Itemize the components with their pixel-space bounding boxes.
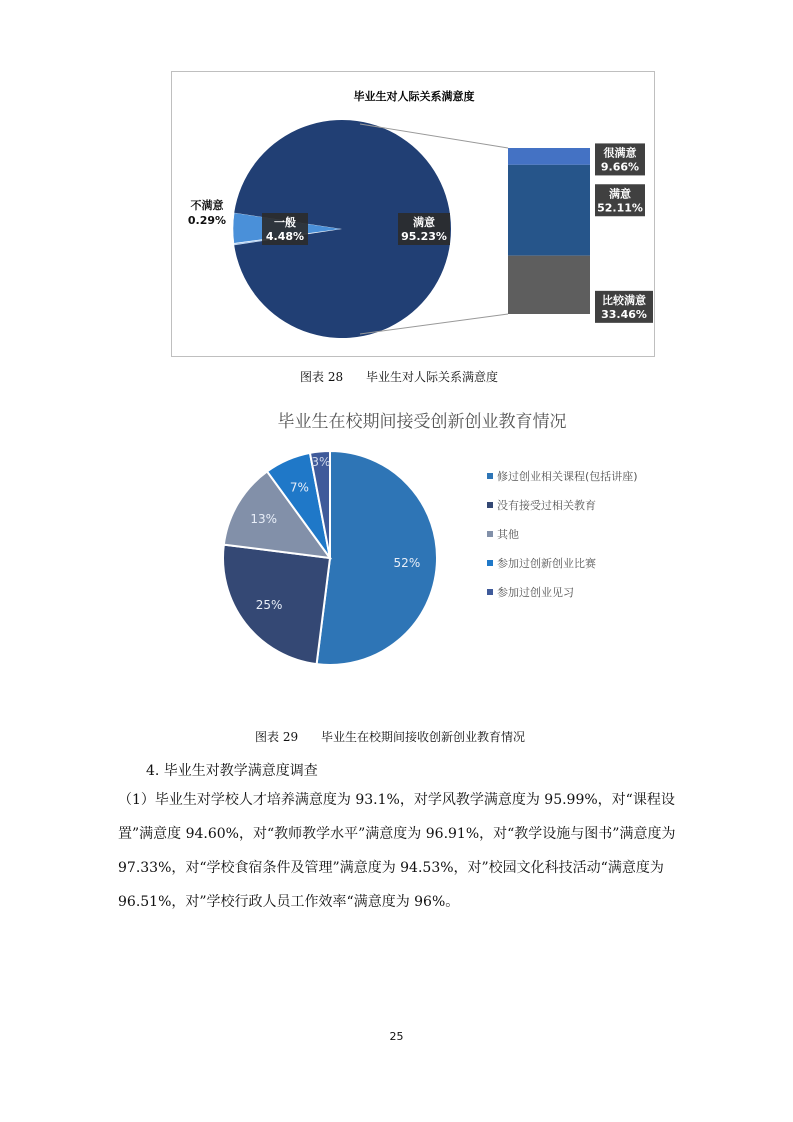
chart2-legend <box>487 469 657 614</box>
chart1-title: 毕业生对人际关系满意度 <box>353 90 475 103</box>
legend-swatch <box>487 531 493 537</box>
slice-label: 25% <box>255 598 283 613</box>
slice-label: 95.23% <box>401 230 447 243</box>
interpersonal-satisfaction-chart <box>171 71 655 357</box>
legend-item <box>487 498 657 513</box>
chart1-svg <box>172 72 656 358</box>
slice-label: 52% <box>393 555 421 570</box>
slice-label: 比较满意 <box>602 293 646 307</box>
figure-28-caption: 图表 28 毕业生对人际关系满意度 <box>300 370 498 384</box>
slice-label: 一般 <box>274 216 296 229</box>
legend-item <box>487 585 657 600</box>
breakdown-segment <box>508 148 590 165</box>
figure-29-caption: 图表 29 毕业生在校期间接收创新创业教育情况 <box>255 730 525 744</box>
legend-swatch <box>487 589 493 595</box>
breakdown-segment <box>508 256 590 314</box>
section-title: 4. 毕业生对教学满意度调查 <box>146 763 318 779</box>
legend-item <box>487 556 657 571</box>
slice-label: 52.11% <box>597 201 643 215</box>
legend-swatch <box>487 502 493 508</box>
page-number: 25 <box>389 1030 404 1043</box>
section-paragraph: （1）毕业生对学校人才培养满意度为 93.1%，对学风教学满意度为 95.99%，对“课程设置”满意度 94.60%，对“教师教学水平”满意度为 96.91%，对“教学设施与图书”满意度为 97.33%，对“学校食宿条件及管理”满意度为 94.53%，对”校园文化科技活动“满意度为 96.51%，对”学校行政人员工作效率“满意度为 96%。 <box>118 792 676 910</box>
slice-label: 9.66% <box>600 160 640 174</box>
legend-swatch <box>487 473 493 479</box>
slice-label: 很满意 <box>603 146 637 160</box>
slice-label: 33.46% <box>601 307 647 321</box>
slice-label: 0.29% <box>187 214 227 227</box>
slice-label: 不满意 <box>190 199 224 212</box>
breakdown-segment <box>508 165 590 256</box>
legend-swatch <box>487 560 493 566</box>
slice-label: 满意 <box>413 216 435 229</box>
legend-label: 参加过创新创业比赛 <box>497 557 596 570</box>
innovation-education-chart <box>212 395 650 685</box>
slice-label: 13% <box>250 511 278 526</box>
slice-label: 3% <box>311 455 331 470</box>
chart2-title: 毕业生在校期间接受创新创业教育情况 <box>277 412 567 432</box>
legend-label: 参加过创业见习 <box>497 586 574 599</box>
legend-label: 修过创业相关课程(包括讲座) <box>497 470 638 483</box>
legend-label: 其他 <box>497 528 519 541</box>
legend-item <box>487 469 657 484</box>
legend-label: 没有接受过相关教育 <box>497 499 596 512</box>
slice-label: 满意 <box>609 187 631 201</box>
slice-label: 4.48% <box>265 230 305 243</box>
slice-label: 7% <box>289 480 309 495</box>
legend-item <box>487 527 657 542</box>
